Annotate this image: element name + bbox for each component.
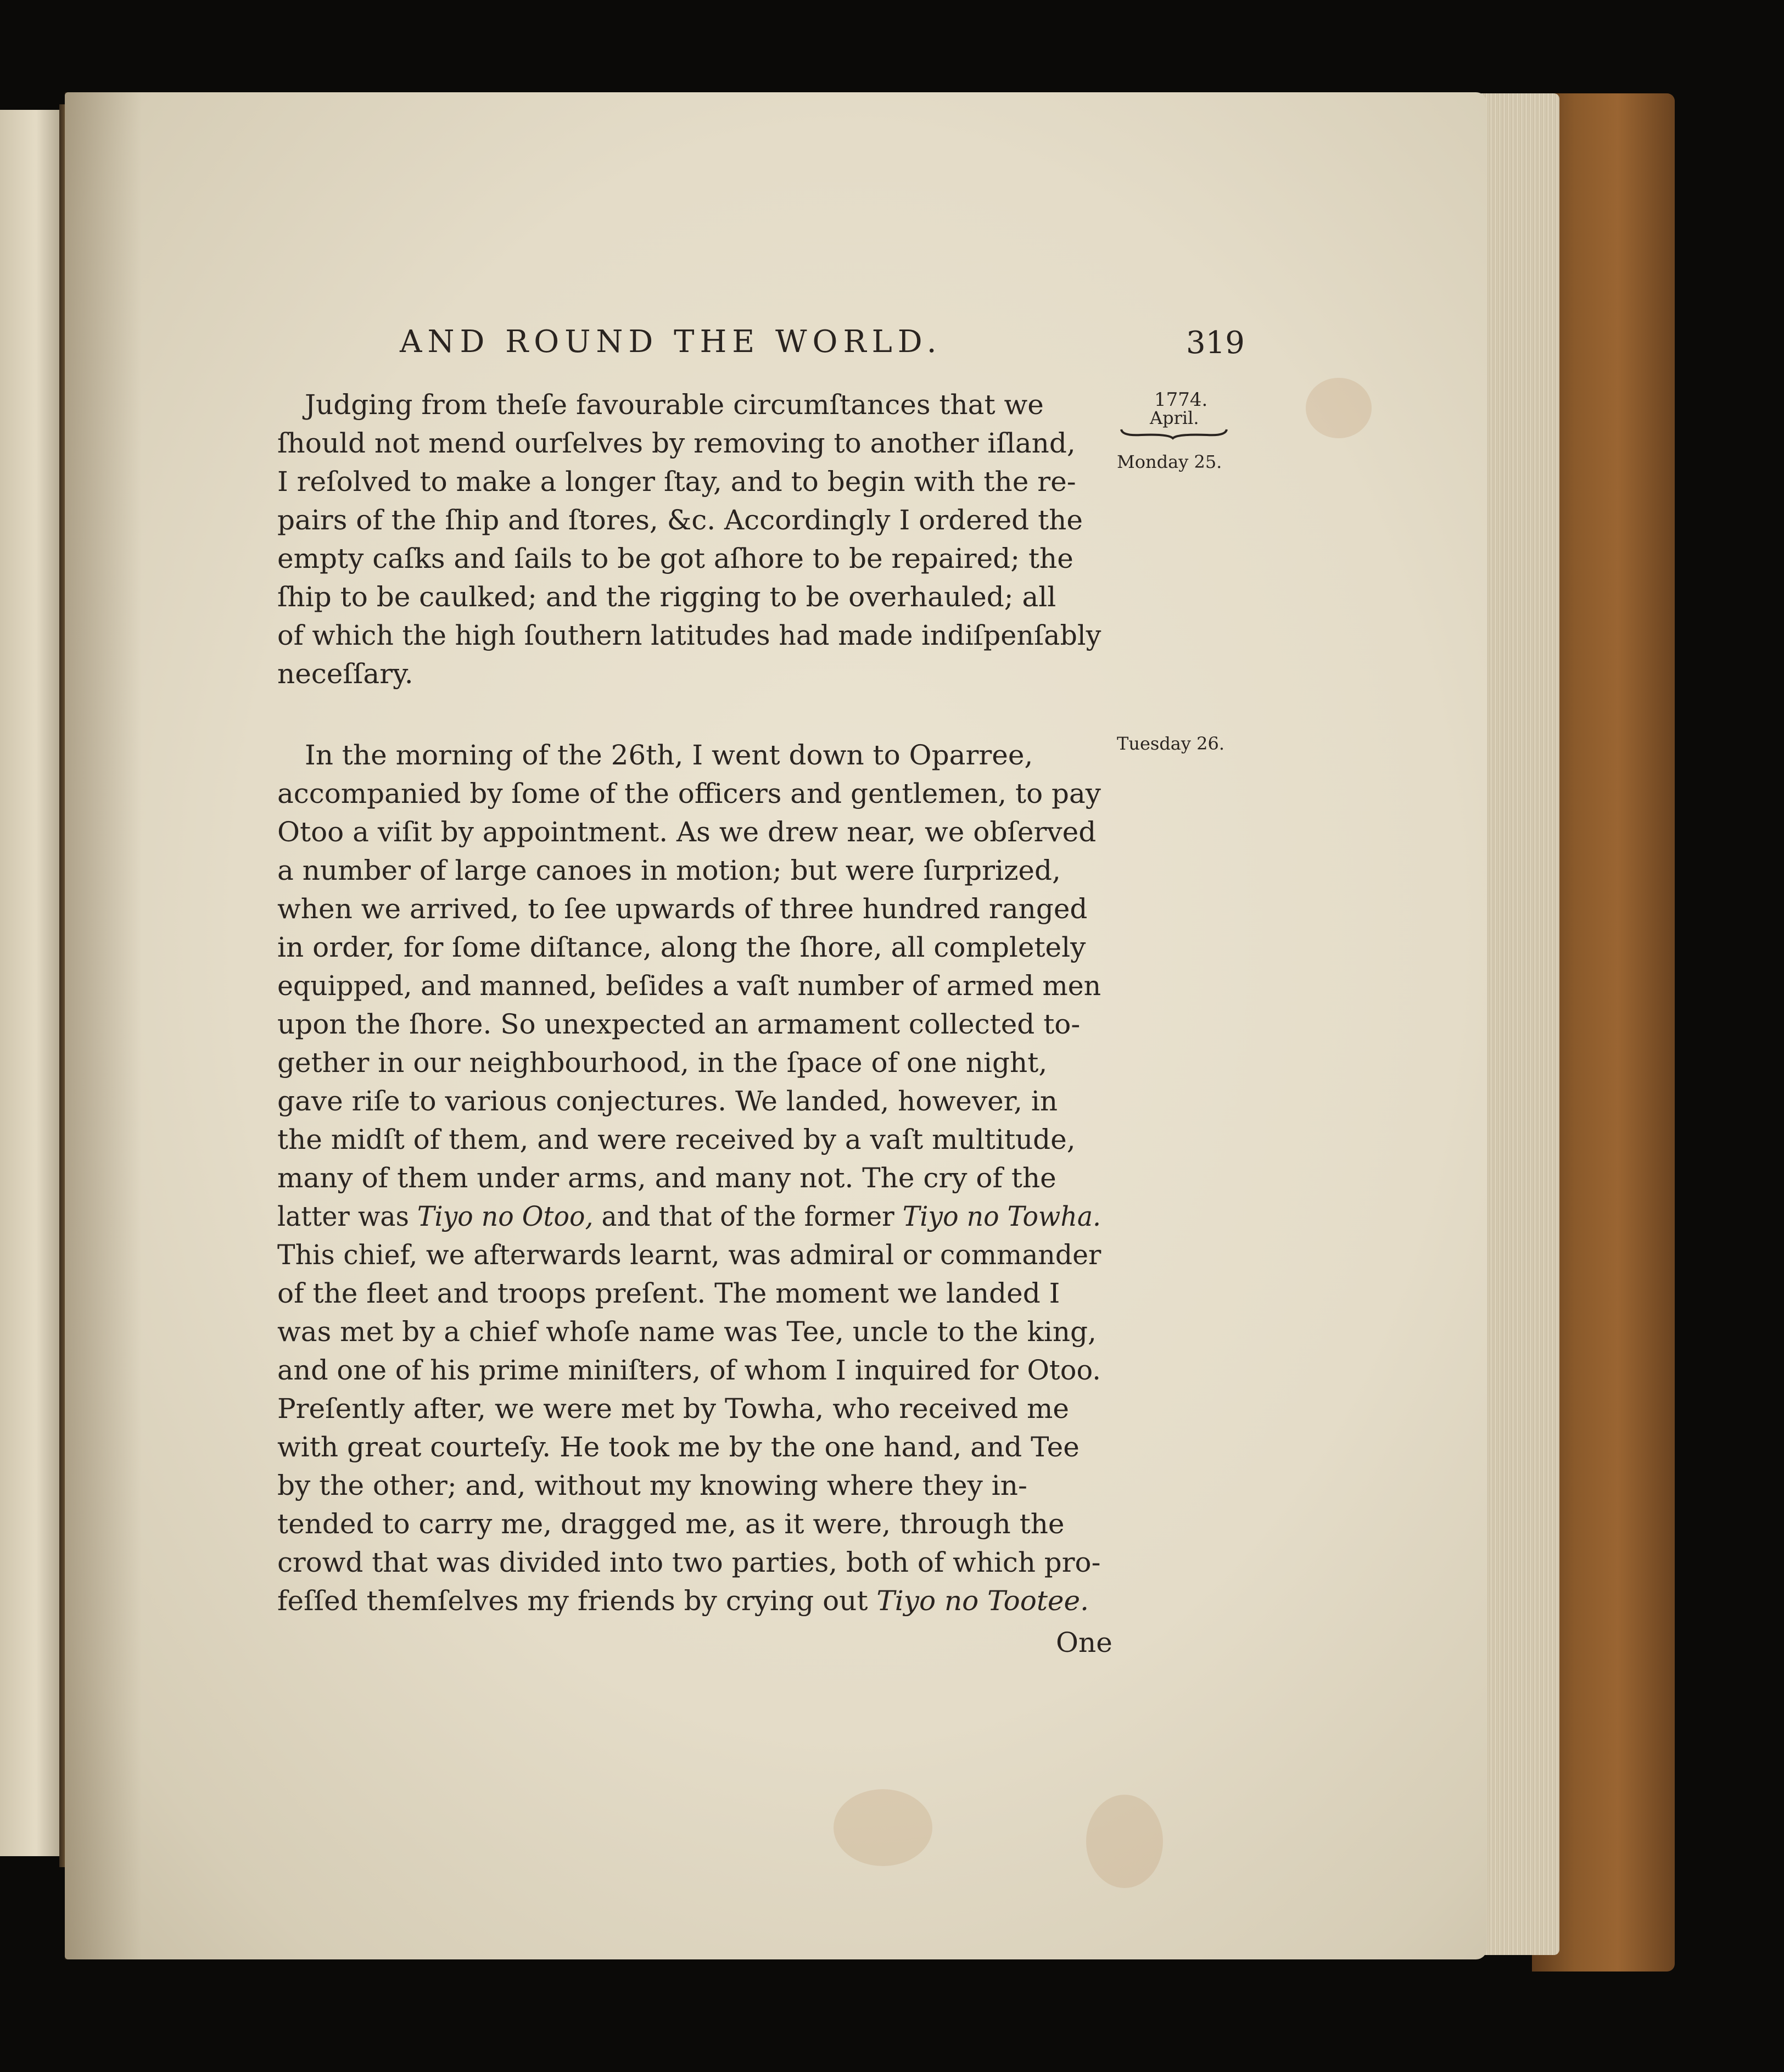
text-line: pairs of the ſhip and ſtores, &c. Accordingly I ordered the <box>277 504 1083 536</box>
text-line: gave riſe to various conjectures. We landed, however, in <box>277 1085 1058 1117</box>
text-line-with-italics <box>277 1587 1089 1615</box>
text-line: neceſſary. <box>277 658 413 690</box>
text-line: with great courteſy. He took me by the one hand, and Tee <box>277 1431 1080 1463</box>
text-line: gether in our neighbourhood, in the ſpace of one night, <box>277 1047 1048 1079</box>
left-page-sliver <box>0 110 66 1856</box>
text-span: latter was <box>277 1200 417 1232</box>
italic-phrase: Tiyo no Towha. <box>902 1200 1101 1232</box>
foxing-stain <box>834 1789 932 1866</box>
text-line: This chief, we afterwards learnt, was admiral or commander <box>277 1239 1101 1271</box>
running-header: AND ROUND THE WORLD. <box>400 324 942 360</box>
foxing-stain <box>1086 1795 1163 1888</box>
text-line: Judging from theſe favourable circumſtances that we <box>305 389 1044 421</box>
margin-date-monday: Monday 25. <box>1117 451 1222 472</box>
text-line: crowd that was divided into two parties, both of which pro- <box>277 1546 1101 1578</box>
text-line: tended to carry me, dragged me, as it were, through the <box>277 1508 1065 1540</box>
text-line: Otoo a viſit by appointment. As we drew near, we obſerved <box>277 816 1097 848</box>
text-line-with-italics <box>277 1200 1101 1232</box>
text-line: I reſolved to make a longer ſtay, and to begin with the re- <box>277 466 1076 498</box>
italic-phrase: Tiyo no Otoo, <box>417 1200 594 1232</box>
margin-brace <box>1119 427 1229 440</box>
text-line: of the fleet and troops preſent. The moment we landed I <box>277 1277 1060 1309</box>
catchword: One <box>1056 1627 1112 1658</box>
text-line: equipped, and manned, beſides a vaſt number of armed men <box>277 970 1101 1002</box>
text-line: Preſently after, we were met by Towha, who received me <box>277 1393 1070 1425</box>
text-span: feſſed themſelves my friends by crying out <box>277 1585 877 1617</box>
italic-phrase: Tiyo no Tootee. <box>876 1585 1089 1617</box>
text-line: by the other; and, without my knowing where they in- <box>277 1470 1027 1501</box>
text-line: many of them under arms, and many not. The cry of the <box>277 1162 1056 1194</box>
text-line: a number of large canoes in motion; but were ſurprized, <box>277 855 1061 886</box>
text-line: when we arrived, to ſee upwards of three hundred ranged <box>277 893 1088 925</box>
text-line: empty caſks and ſails to be got aſhore to be repaired; the <box>277 543 1073 574</box>
text-line: was met by a chief whoſe name was Tee, uncle to the king, <box>277 1316 1097 1348</box>
text-line: the midſt of them, and were received by a vaſt multitude, <box>277 1124 1076 1155</box>
margin-year: 1774. <box>1154 389 1208 411</box>
text-line: In the morning of the 26th, I went down to Oparree, <box>305 739 1033 771</box>
text-line: upon the ſhore. So unexpected an armament collected to- <box>277 1008 1081 1040</box>
text-line: and one of his prime miniſters, of whom I inquired for Otoo. <box>277 1354 1101 1386</box>
foxing-stain <box>1306 378 1372 438</box>
margin-month: April. <box>1150 407 1199 428</box>
text-span: and that of the former <box>593 1200 903 1232</box>
text-line: of which the high ſouthern latitudes had made indiſpenſably <box>277 619 1101 651</box>
margin-date-tuesday: Tuesday 26. <box>1117 733 1225 754</box>
text-line: ſhould not mend ourſelves by removing to another iſland, <box>277 427 1076 459</box>
page-shadow <box>65 92 142 1959</box>
text-line: in order, for ſome diſtance, along the ſhore, all completely <box>277 931 1086 963</box>
text-line: ſhip to be caulked; and the rigging to be overhauled; all <box>277 581 1056 613</box>
text-line: accompanied by ſome of the officers and gentlemen, to pay <box>277 778 1101 809</box>
page-number: 319 <box>1186 325 1245 361</box>
